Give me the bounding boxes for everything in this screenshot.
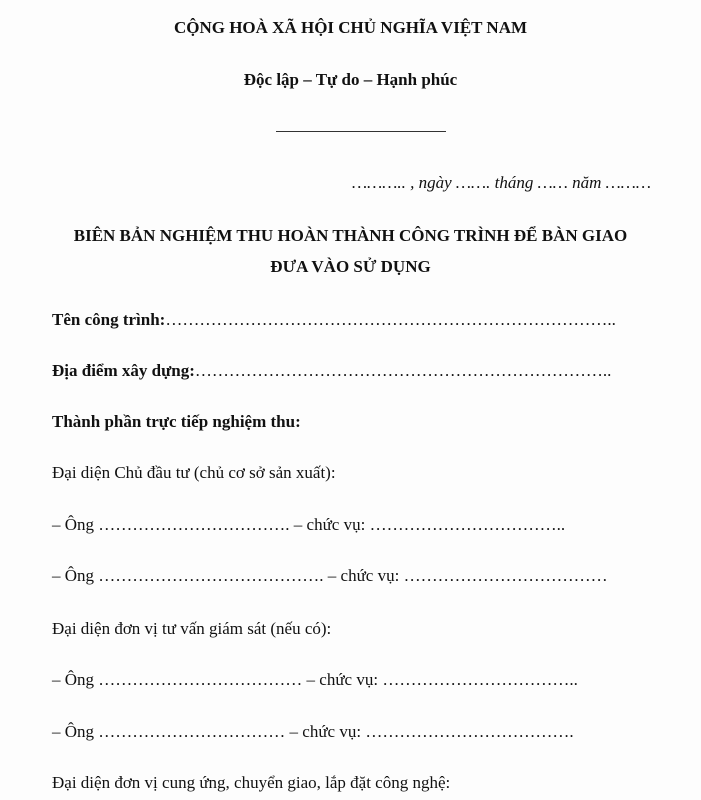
member-role-blank[interactable]: …………………………….. — [382, 670, 578, 689]
year-blank: ……… — [605, 173, 651, 192]
member-role-label: – chức vụ: — [293, 515, 370, 534]
project-name-blank[interactable]: …………………………………………………………………….. — [165, 310, 616, 329]
month-label: tháng — [494, 173, 538, 192]
investor-representative-title: Đại diện Chủ đầu tư (chủ cơ sở sản xuất): — [52, 463, 336, 482]
national-motto: Độc lập – Tự do – Hạnh phúc — [243, 70, 458, 89]
technology-supplier-title: Đại diện đơn vị cung ứng, chuyển giao, lắp đặt công nghệ: — [52, 773, 451, 792]
member-name-blank[interactable]: ……………………………… — [98, 670, 307, 689]
member-role-blank[interactable]: …………………………….. — [369, 515, 566, 534]
member-prefix: – Ông — [52, 722, 99, 741]
day-label: , ngày — [410, 173, 456, 192]
supervision-consultant-title: Đại diện đơn vị tư vấn giám sát (nếu có): — [52, 619, 332, 638]
member-name-blank[interactable]: ……………………………. — [98, 515, 294, 534]
member-prefix: – Ông — [52, 515, 99, 534]
member-role-blank[interactable]: ……………………………… — [403, 566, 608, 585]
investor-member-row — [52, 566, 608, 586]
investor-member-row — [52, 515, 565, 535]
project-name-field — [52, 310, 616, 330]
member-name-blank[interactable]: …………………………… — [98, 722, 290, 741]
year-label: năm — [572, 173, 606, 192]
date-line — [352, 173, 651, 193]
member-role-label: – chức vụ: — [306, 670, 383, 689]
supervision-member-row — [52, 670, 578, 690]
construction-site-blank[interactable]: ……………………………………………………………….. — [194, 361, 612, 380]
member-prefix: – Ông — [52, 566, 99, 585]
construction-site-field — [52, 361, 611, 381]
document-title-line-2: ĐƯA VÀO SỬ DỤNG — [270, 257, 431, 276]
day-blank: ……. — [455, 173, 495, 192]
place-blank: ……….. — [352, 173, 411, 192]
participants-heading: Thành phần trực tiếp nghiệm thu: — [52, 412, 301, 431]
member-role-label: – chức vụ: — [289, 722, 366, 741]
month-blank: …… — [537, 173, 573, 192]
document-title-line-1: BIÊN BẢN NGHIỆM THU HOÀN THÀNH CÔNG TRÌNH ĐỂ BÀN GIAO — [73, 226, 628, 245]
member-role-label: – chức vụ: — [327, 566, 404, 585]
national-title: CỘNG HOÀ XÃ HỘI CHỦ NGHĨA VIỆT NAM — [173, 18, 528, 37]
member-role-blank[interactable]: ………………………………. — [365, 722, 574, 741]
header-separator-line — [276, 131, 446, 132]
member-prefix: – Ông — [52, 670, 99, 689]
member-name-blank[interactable]: …………………………………. — [98, 566, 328, 585]
project-name-label: Tên công trình: — [52, 310, 166, 329]
construction-site-label: Địa điểm xây dựng: — [52, 361, 195, 380]
supervision-member-row — [52, 722, 574, 742]
